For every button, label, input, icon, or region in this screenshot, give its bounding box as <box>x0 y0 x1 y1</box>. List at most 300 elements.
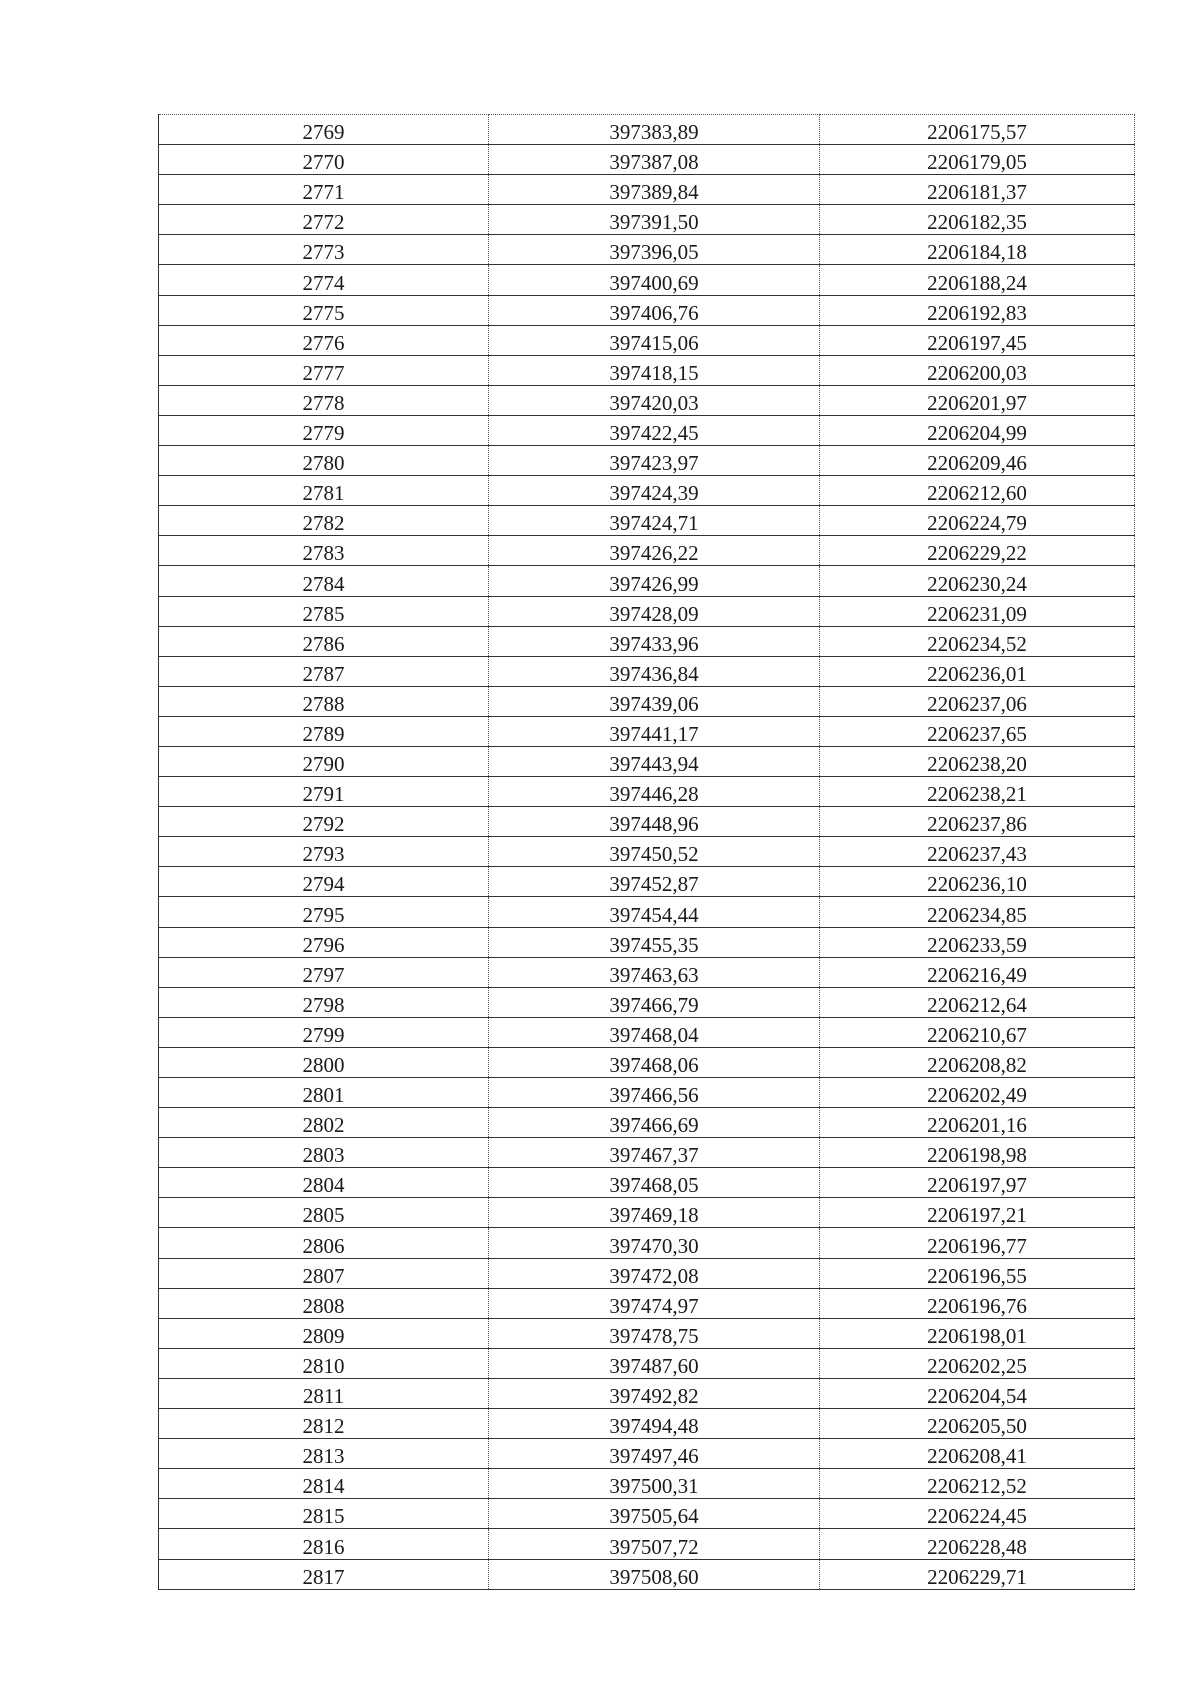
point-number-text: 2817 <box>302 1564 345 1589</box>
y-coordinate-cell <box>820 385 1135 415</box>
y-coordinate-cell <box>820 235 1135 265</box>
y-coordinate-cell <box>820 115 1135 145</box>
y-coordinate-text: 2206197,21 <box>927 1203 1027 1228</box>
x-coordinate-cell <box>489 1378 820 1408</box>
x-coordinate-cell <box>489 807 820 837</box>
x-coordinate-text: 397446,28 <box>609 782 699 807</box>
x-coordinate-text: 397428,09 <box>609 601 699 626</box>
table-row <box>159 1047 1135 1077</box>
x-coordinate-cell <box>489 446 820 476</box>
y-coordinate-text: 2206175,57 <box>927 120 1027 145</box>
x-coordinate-cell <box>489 837 820 867</box>
y-coordinate-cell <box>820 1138 1135 1168</box>
y-coordinate-text: 2206198,01 <box>927 1323 1027 1348</box>
table-row <box>159 957 1135 987</box>
point-number-text: 2796 <box>302 932 345 957</box>
y-coordinate-text: 2206182,35 <box>927 210 1027 235</box>
y-coordinate-cell <box>820 566 1135 596</box>
point-number-cell <box>159 1047 489 1077</box>
point-number-text: 2806 <box>302 1233 345 1258</box>
x-coordinate-text: 397474,97 <box>609 1293 699 1318</box>
point-number-text: 2780 <box>302 451 345 476</box>
point-number-text: 2812 <box>302 1414 345 1439</box>
x-coordinate-text: 397452,87 <box>609 872 699 897</box>
x-coordinate-text: 397443,94 <box>609 752 699 777</box>
y-coordinate-text: 2206205,50 <box>927 1414 1027 1439</box>
x-coordinate-cell <box>489 1348 820 1378</box>
y-coordinate-text: 2206197,45 <box>927 330 1027 355</box>
point-number-cell <box>159 746 489 776</box>
y-coordinate-cell <box>820 536 1135 566</box>
y-coordinate-cell <box>820 987 1135 1017</box>
point-number-text: 2784 <box>302 571 345 596</box>
y-coordinate-text: 2206181,37 <box>927 180 1027 205</box>
y-coordinate-text: 2206230,24 <box>927 571 1027 596</box>
point-number-text: 2798 <box>302 992 345 1017</box>
x-coordinate-text: 397424,39 <box>609 481 699 506</box>
y-coordinate-cell <box>820 355 1135 385</box>
point-number-cell <box>159 656 489 686</box>
point-number-cell <box>159 927 489 957</box>
x-coordinate-cell <box>489 1198 820 1228</box>
table-row <box>159 1138 1135 1168</box>
table-row <box>159 1017 1135 1047</box>
y-coordinate-text: 2206231,09 <box>927 601 1027 626</box>
table-row <box>159 385 1135 415</box>
x-coordinate-cell <box>489 1499 820 1529</box>
x-coordinate-text: 397439,06 <box>609 691 699 716</box>
point-number-cell <box>159 1529 489 1559</box>
x-coordinate-text: 397420,03 <box>609 390 699 415</box>
y-coordinate-text: 2206238,21 <box>927 782 1027 807</box>
point-number-text: 2800 <box>302 1053 345 1077</box>
y-coordinate-text: 2206204,54 <box>927 1384 1027 1409</box>
x-coordinate-text: 397466,69 <box>609 1113 699 1138</box>
point-number-text: 2816 <box>302 1534 345 1559</box>
point-number-cell <box>159 1409 489 1439</box>
point-number-cell <box>159 686 489 716</box>
x-coordinate-cell <box>489 626 820 656</box>
x-coordinate-text: 397450,52 <box>609 842 699 867</box>
point-number-text: 2789 <box>302 721 345 746</box>
x-coordinate-cell <box>489 476 820 506</box>
point-number-text: 2794 <box>302 872 345 897</box>
point-number-text: 2799 <box>302 1022 345 1047</box>
y-coordinate-cell <box>820 596 1135 626</box>
y-coordinate-text: 2206210,67 <box>927 1022 1027 1047</box>
y-coordinate-text: 2206229,22 <box>927 541 1027 566</box>
x-coordinate-text: 397468,05 <box>609 1173 699 1198</box>
table-row <box>159 355 1135 385</box>
y-coordinate-text: 2206224,79 <box>927 511 1027 536</box>
x-coordinate-text: 397497,46 <box>609 1444 699 1469</box>
x-coordinate-text: 397469,18 <box>609 1203 699 1228</box>
x-coordinate-cell <box>489 385 820 415</box>
table-row <box>159 1228 1135 1258</box>
y-coordinate-cell <box>820 265 1135 295</box>
x-coordinate-text: 397468,04 <box>609 1022 699 1047</box>
point-number-text: 2810 <box>302 1353 345 1378</box>
point-number-cell <box>159 1469 489 1499</box>
point-number-text: 2788 <box>302 691 345 716</box>
x-coordinate-cell <box>489 205 820 235</box>
y-coordinate-text: 2206196,76 <box>927 1293 1027 1318</box>
table-row <box>159 716 1135 746</box>
point-number-text: 2787 <box>302 661 345 686</box>
point-number-cell <box>159 415 489 445</box>
point-number-text: 2801 <box>302 1083 345 1108</box>
y-coordinate-text: 2206202,25 <box>927 1353 1027 1378</box>
point-number-text: 2809 <box>302 1323 345 1348</box>
y-coordinate-cell <box>820 1439 1135 1469</box>
table-row <box>159 1409 1135 1439</box>
y-coordinate-text: 2206201,97 <box>927 390 1027 415</box>
point-number-text: 2782 <box>302 511 345 536</box>
point-number-cell <box>159 145 489 175</box>
y-coordinate-text: 2206212,60 <box>927 481 1027 506</box>
x-coordinate-cell <box>489 506 820 536</box>
y-coordinate-text: 2206184,18 <box>927 240 1027 265</box>
point-number-text: 2805 <box>302 1203 345 1228</box>
point-number-text: 2786 <box>302 631 345 656</box>
x-coordinate-cell <box>489 987 820 1017</box>
y-coordinate-cell <box>820 415 1135 445</box>
point-number-cell <box>159 807 489 837</box>
y-coordinate-text: 2206198,98 <box>927 1143 1027 1168</box>
table-row <box>159 837 1135 867</box>
table-row <box>159 1168 1135 1198</box>
point-number-cell <box>159 265 489 295</box>
y-coordinate-cell <box>820 957 1135 987</box>
y-coordinate-text: 2206237,65 <box>927 721 1027 746</box>
x-coordinate-text: 397391,50 <box>609 210 699 235</box>
y-coordinate-text: 2206179,05 <box>927 150 1027 175</box>
point-number-text: 2814 <box>302 1474 345 1499</box>
point-number-cell <box>159 506 489 536</box>
x-coordinate-cell <box>489 115 820 145</box>
point-number-cell <box>159 626 489 656</box>
y-coordinate-text: 2206201,16 <box>927 1113 1027 1138</box>
y-coordinate-cell <box>820 1078 1135 1108</box>
y-coordinate-cell <box>820 656 1135 686</box>
point-number-text: 2778 <box>302 390 345 415</box>
x-coordinate-text: 397400,69 <box>609 270 699 295</box>
point-number-cell <box>159 355 489 385</box>
x-coordinate-cell <box>489 867 820 897</box>
y-coordinate-text: 2206209,46 <box>927 451 1027 476</box>
point-number-cell <box>159 1108 489 1138</box>
y-coordinate-cell <box>820 837 1135 867</box>
x-coordinate-cell <box>489 566 820 596</box>
x-coordinate-cell <box>489 686 820 716</box>
point-number-text: 2813 <box>302 1444 345 1469</box>
point-number-text: 2792 <box>302 812 345 837</box>
table-row <box>159 1529 1135 1559</box>
table-row <box>159 1198 1135 1228</box>
coordinates-table-body <box>159 115 1135 1590</box>
point-number-text: 2804 <box>302 1173 345 1198</box>
table-row <box>159 746 1135 776</box>
table-row <box>159 867 1135 897</box>
point-number-cell <box>159 385 489 415</box>
y-coordinate-cell <box>820 1409 1135 1439</box>
point-number-cell <box>159 1348 489 1378</box>
x-coordinate-text: 397505,64 <box>609 1504 699 1529</box>
x-coordinate-text: 397467,37 <box>609 1143 699 1168</box>
y-coordinate-cell <box>820 867 1135 897</box>
table-row <box>159 205 1135 235</box>
point-number-cell <box>159 1168 489 1198</box>
x-coordinate-cell <box>489 175 820 205</box>
point-number-cell <box>159 837 489 867</box>
y-coordinate-text: 2206229,71 <box>927 1564 1027 1589</box>
point-number-text: 2772 <box>302 210 345 235</box>
point-number-text: 2774 <box>302 270 345 295</box>
x-coordinate-cell <box>489 656 820 686</box>
x-coordinate-cell <box>489 1108 820 1138</box>
table-row <box>159 566 1135 596</box>
point-number-text: 2785 <box>302 601 345 626</box>
point-number-text: 2776 <box>302 330 345 355</box>
y-coordinate-cell <box>820 1017 1135 1047</box>
y-coordinate-text: 2206212,52 <box>927 1474 1027 1499</box>
point-number-text: 2781 <box>302 481 345 506</box>
x-coordinate-text: 397466,56 <box>609 1083 699 1108</box>
table-row <box>159 1378 1135 1408</box>
point-number-cell <box>159 897 489 927</box>
table-row <box>159 807 1135 837</box>
y-coordinate-cell <box>820 1108 1135 1138</box>
point-number-cell <box>159 235 489 265</box>
y-coordinate-cell <box>820 777 1135 807</box>
y-coordinate-cell <box>820 1168 1135 1198</box>
table-row <box>159 175 1135 205</box>
table-row <box>159 1499 1135 1529</box>
point-number-cell <box>159 205 489 235</box>
y-coordinate-text: 2206237,06 <box>927 691 1027 716</box>
y-coordinate-cell <box>820 807 1135 837</box>
point-number-cell <box>159 1499 489 1529</box>
point-number-cell <box>159 957 489 987</box>
point-number-cell <box>159 295 489 325</box>
y-coordinate-text: 2206192,83 <box>927 300 1027 325</box>
coordinates-table <box>158 114 1135 1590</box>
point-number-cell <box>159 716 489 746</box>
point-number-text: 2775 <box>302 300 345 325</box>
x-coordinate-text: 397500,31 <box>609 1474 699 1499</box>
table-row <box>159 626 1135 656</box>
x-coordinate-cell <box>489 1409 820 1439</box>
point-number-text: 2807 <box>302 1263 345 1288</box>
x-coordinate-text: 397507,72 <box>609 1534 699 1559</box>
point-number-text: 2790 <box>302 752 345 777</box>
x-coordinate-text: 397423,97 <box>609 451 699 476</box>
y-coordinate-text: 2206228,48 <box>927 1534 1027 1559</box>
table-row <box>159 1439 1135 1469</box>
y-coordinate-text: 2206234,52 <box>927 631 1027 656</box>
x-coordinate-text: 397455,35 <box>609 932 699 957</box>
x-coordinate-text: 397436,84 <box>609 661 699 686</box>
table-row <box>159 536 1135 566</box>
table-row <box>159 506 1135 536</box>
y-coordinate-text: 2206237,43 <box>927 842 1027 867</box>
table-row <box>159 446 1135 476</box>
x-coordinate-text: 397466,79 <box>609 992 699 1017</box>
x-coordinate-text: 397387,08 <box>609 150 699 175</box>
x-coordinate-text: 397492,82 <box>609 1384 699 1409</box>
y-coordinate-cell <box>820 686 1135 716</box>
x-coordinate-cell <box>489 1258 820 1288</box>
y-coordinate-cell <box>820 1228 1135 1258</box>
point-number-text: 2779 <box>302 421 345 446</box>
x-coordinate-text: 397424,71 <box>609 511 699 536</box>
point-number-cell <box>159 1198 489 1228</box>
x-coordinate-text: 397494,48 <box>609 1414 699 1439</box>
y-coordinate-cell <box>820 1198 1135 1228</box>
table-row <box>159 325 1135 355</box>
y-coordinate-text: 2206236,01 <box>927 661 1027 686</box>
table-row <box>159 1078 1135 1108</box>
x-coordinate-text: 397468,06 <box>609 1053 699 1077</box>
y-coordinate-text: 2206202,49 <box>927 1083 1027 1108</box>
point-number-cell <box>159 1228 489 1258</box>
x-coordinate-text: 397396,05 <box>609 240 699 265</box>
x-coordinate-cell <box>489 265 820 295</box>
point-number-text: 2791 <box>302 782 345 807</box>
point-number-text: 2777 <box>302 360 345 385</box>
point-number-text: 2811 <box>302 1384 345 1409</box>
y-coordinate-cell <box>820 175 1135 205</box>
table-row <box>159 415 1135 445</box>
y-coordinate-text: 2206234,85 <box>927 902 1027 927</box>
point-number-text: 2773 <box>302 240 345 265</box>
point-number-cell <box>159 476 489 506</box>
y-coordinate-cell <box>820 1469 1135 1499</box>
y-coordinate-text: 2206238,20 <box>927 752 1027 777</box>
point-number-cell <box>159 1559 489 1589</box>
x-coordinate-cell <box>489 777 820 807</box>
x-coordinate-text: 397478,75 <box>609 1323 699 1348</box>
y-coordinate-cell <box>820 325 1135 355</box>
table-row <box>159 295 1135 325</box>
table-row <box>159 235 1135 265</box>
x-coordinate-text: 397448,96 <box>609 812 699 837</box>
x-coordinate-cell <box>489 1017 820 1047</box>
x-coordinate-cell <box>489 1047 820 1077</box>
x-coordinate-cell <box>489 1529 820 1559</box>
x-coordinate-text: 397472,08 <box>609 1263 699 1288</box>
table-row <box>159 476 1135 506</box>
table-row <box>159 777 1135 807</box>
y-coordinate-cell <box>820 746 1135 776</box>
point-number-cell <box>159 325 489 355</box>
x-coordinate-text: 397383,89 <box>609 120 699 145</box>
table-row <box>159 927 1135 957</box>
point-number-text: 2795 <box>302 902 345 927</box>
y-coordinate-text: 2206208,82 <box>927 1053 1027 1077</box>
point-number-text: 2793 <box>302 842 345 867</box>
x-coordinate-cell <box>489 1138 820 1168</box>
point-number-cell <box>159 1138 489 1168</box>
point-number-cell <box>159 536 489 566</box>
y-coordinate-text: 2206200,03 <box>927 360 1027 385</box>
point-number-text: 2770 <box>302 150 345 175</box>
x-coordinate-cell <box>489 145 820 175</box>
x-coordinate-cell <box>489 1318 820 1348</box>
point-number-cell <box>159 987 489 1017</box>
x-coordinate-cell <box>489 415 820 445</box>
point-number-cell <box>159 777 489 807</box>
point-number-cell <box>159 566 489 596</box>
x-coordinate-cell <box>489 355 820 385</box>
x-coordinate-cell <box>489 1078 820 1108</box>
y-coordinate-text: 2206197,97 <box>927 1173 1027 1198</box>
point-number-cell <box>159 1258 489 1288</box>
table-row <box>159 1318 1135 1348</box>
y-coordinate-cell <box>820 1288 1135 1318</box>
y-coordinate-cell <box>820 145 1135 175</box>
y-coordinate-cell <box>820 1378 1135 1408</box>
y-coordinate-text: 2206188,24 <box>927 270 1027 295</box>
point-number-cell <box>159 1078 489 1108</box>
point-number-text: 2815 <box>302 1504 345 1529</box>
x-coordinate-cell <box>489 295 820 325</box>
y-coordinate-cell <box>820 1318 1135 1348</box>
x-coordinate-text: 397418,15 <box>609 360 699 385</box>
y-coordinate-text: 2206204,99 <box>927 421 1027 446</box>
y-coordinate-cell <box>820 476 1135 506</box>
y-coordinate-cell <box>820 897 1135 927</box>
x-coordinate-text: 397487,60 <box>609 1353 699 1378</box>
table-row <box>159 1348 1135 1378</box>
point-number-cell <box>159 446 489 476</box>
point-number-cell <box>159 596 489 626</box>
point-number-cell <box>159 867 489 897</box>
y-coordinate-text: 2206196,77 <box>927 1233 1027 1258</box>
table-row <box>159 1288 1135 1318</box>
point-number-cell <box>159 1318 489 1348</box>
table-row <box>159 656 1135 686</box>
y-coordinate-text: 2206237,86 <box>927 812 1027 837</box>
table-row <box>159 1258 1135 1288</box>
x-coordinate-cell <box>489 746 820 776</box>
x-coordinate-cell <box>489 1469 820 1499</box>
x-coordinate-text: 397441,17 <box>609 721 699 746</box>
y-coordinate-text: 2206224,45 <box>927 1504 1027 1529</box>
point-number-cell <box>159 1439 489 1469</box>
point-number-text: 2803 <box>302 1143 345 1168</box>
x-coordinate-text: 397426,22 <box>609 541 699 566</box>
x-coordinate-text: 397433,96 <box>609 631 699 656</box>
x-coordinate-cell <box>489 1439 820 1469</box>
point-number-cell <box>159 115 489 145</box>
table-row <box>159 145 1135 175</box>
y-coordinate-cell <box>820 295 1135 325</box>
point-number-cell <box>159 1378 489 1408</box>
y-coordinate-text: 2206208,41 <box>927 1444 1027 1469</box>
y-coordinate-cell <box>820 446 1135 476</box>
y-coordinate-text: 2206233,59 <box>927 932 1027 957</box>
x-coordinate-text: 397389,84 <box>609 180 699 205</box>
y-coordinate-cell <box>820 1529 1135 1559</box>
x-coordinate-cell <box>489 897 820 927</box>
y-coordinate-cell <box>820 506 1135 536</box>
table-row <box>159 897 1135 927</box>
x-coordinate-text: 397406,76 <box>609 300 699 325</box>
x-coordinate-text: 397470,30 <box>609 1233 699 1258</box>
x-coordinate-text: 397426,99 <box>609 571 699 596</box>
y-coordinate-cell <box>820 1348 1135 1378</box>
